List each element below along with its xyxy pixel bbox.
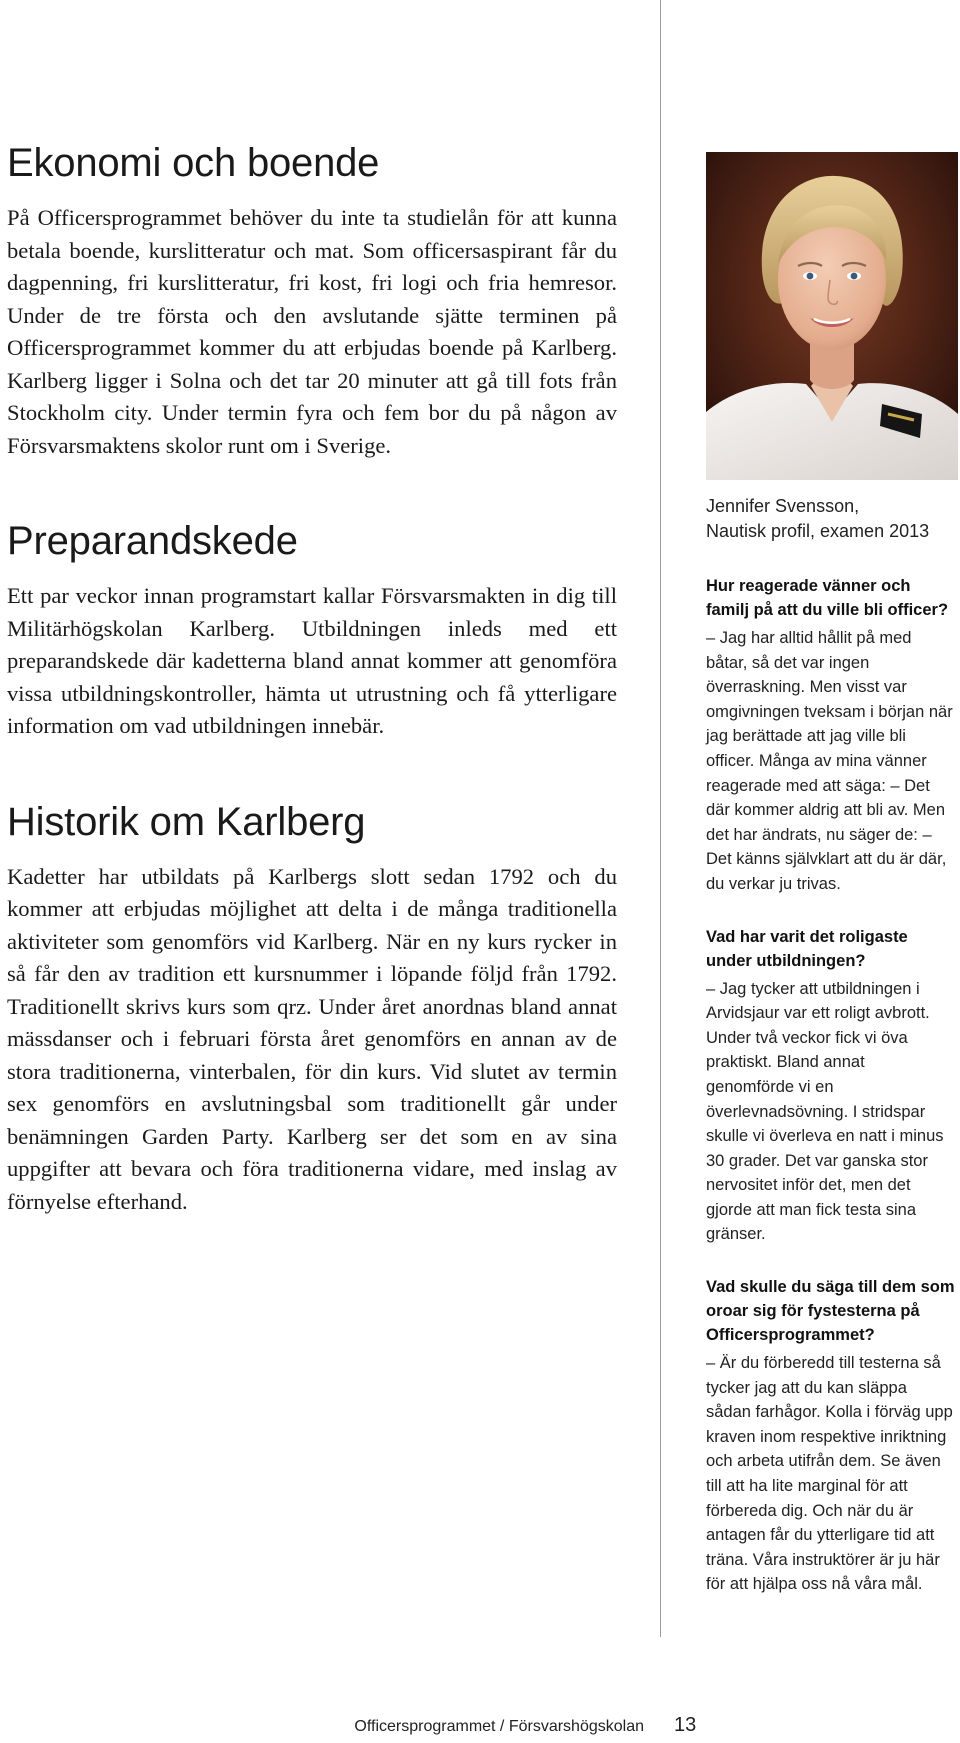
caption-name: Jennifer Svensson, bbox=[706, 496, 860, 516]
section-body-preparation: Ett par veckor innan programstart kallar Försvarsmakten in dig till Militärhögskolan Karlberg. Utbildningen inleds med ett preparandskede där kadetterna bland annat kommer att genomföra vissa utbildningskontroller, hämta ut utrustning och få ytterligare information om vad utbildningen innebär. bbox=[7, 583, 617, 738]
sidebar-column bbox=[706, 152, 956, 1625]
footer-publication: Officersprogrammet / Försvarshögskolan bbox=[354, 1718, 644, 1735]
qa-answer: – Jag tycker att utbildningen i Arvidsjaur var ett roligt avbrott. Under två veckor fick vi öva praktiskt. Bland annat genomförde vi en överlevnadsövning. I stridspar skulle vi överleva en natt i minus 30 grader. Det var ganska stor nervositet inför det, men det gjorde att man fick testa sina gränser. bbox=[706, 979, 944, 1244]
qa-question: Hur reagerade vänner och familj på att du ville bli officer? bbox=[706, 577, 949, 619]
section-economy bbox=[7, 140, 617, 462]
section-body-economy: På Officersprogrammet behöver du inte ta studielån för att kunna betala boende, kurslitteratur och mat. Som officersaspirant får du dagpenning, fri kurslitteratur, fri kost, fri logi och fria hemresor. Under de tre första och den avslutande sjätte terminen på Officersprogrammet kommer du att erbjudas boende på Karlberg. Karlberg ligger i Solna och det tar 20 minuter att gå till fots från Stockholm city. Under termin fyra och fem bor du på någon av Försvarsmaktens skolor runt om i Sverige. bbox=[7, 205, 617, 458]
section-title-economy: Ekonomi och boende bbox=[7, 141, 380, 185]
section-title-preparation: Preparandskede bbox=[7, 519, 298, 563]
interview-qa-2 bbox=[706, 925, 956, 1248]
portrait-caption bbox=[706, 494, 956, 544]
main-column bbox=[7, 140, 617, 1274]
section-title-history: Historik om Karlberg bbox=[7, 799, 366, 844]
qa-question: Vad skulle du säga till dem som oroar sig för fystesterna på Officersprogrammet? bbox=[706, 1278, 955, 1345]
section-history bbox=[7, 799, 617, 1219]
section-preparation bbox=[7, 518, 617, 743]
page-number: 13 bbox=[674, 1714, 697, 1736]
qa-question: Vad har varit det roligaste under utbildningen? bbox=[706, 927, 908, 970]
interview-qa-3 bbox=[706, 1275, 956, 1597]
column-divider bbox=[660, 0, 661, 1637]
caption-role: Nautisk profil, examen 2013 bbox=[706, 521, 930, 541]
portrait-photo bbox=[706, 152, 958, 480]
interview-qa-1 bbox=[706, 574, 956, 897]
qa-answer: – Är du förberedd till testerna så tycker jag att du kan släppa sådan farhågor. Kolla i förväg upp kraven inom respektive inriktning och arbeta utifrån dem. Se även till att ha lite marginal för att förbereda dig. Och när du är antagen får du ytterligare tid att träna. Våra instruktörer är ju här för att hjälpa oss nå våra mål. bbox=[706, 1354, 953, 1594]
page-footer bbox=[0, 1716, 960, 1740]
qa-answer: – Jag har alltid hållit på med båtar, så det var ingen överraskning. Men visst var omgivningen tveksam i början när jag berättade att jag ville bli officer. Många av mina vänner reagerade med att säga: – Det där kommer aldrig att bli av. Men det har ändrats, nu säger de: – Det känns självklart att du är där, du verkar ju trivas. bbox=[706, 629, 953, 893]
section-body-history: Kadetter har utbildats på Karlbergs slott sedan 1792 och du kommer att erbjudas möjlighet att delta i de många traditionella aktiviteter som genomförs vid Karlberg. När en ny kurs rycker in så får den av tradition ett kursnummer i löpande följd från 1792. Traditionellt skrivs kurs som qrz. Under året anordnas bland annat mässdanser och i februari första året genomförs en annan av de stora traditionerna, vinterbalen, för din kurs. Vid slutet av termin sex genomförs en avslutningsbal som traditionellt går under benämningen Garden Party. Karlberg ser det som en av sina uppgifter att bevara och föra traditionerna vidare, med inslag av förnyelse efterhand. bbox=[7, 863, 617, 1214]
